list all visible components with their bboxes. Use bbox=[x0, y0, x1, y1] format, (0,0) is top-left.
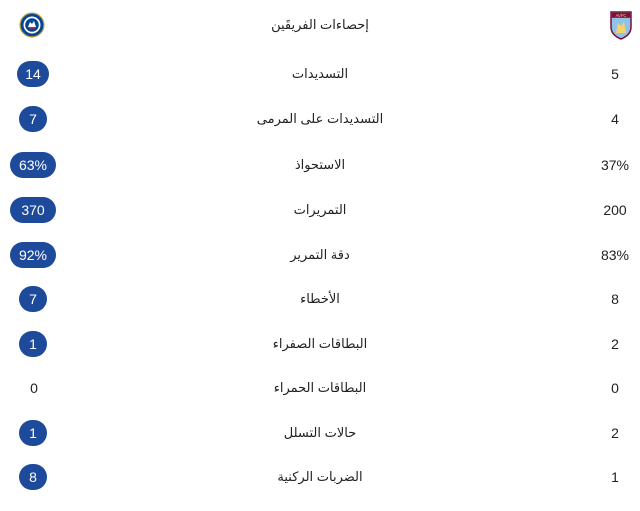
stat-row bbox=[0, 462, 640, 492]
home-stat-cell bbox=[0, 462, 64, 492]
stat-row bbox=[0, 59, 640, 89]
away-stat-value: 2 bbox=[611, 425, 619, 441]
away-stat-value: 5 bbox=[611, 66, 619, 82]
home-stat-pill: 8 bbox=[19, 464, 47, 490]
stat-row bbox=[0, 195, 640, 225]
stat-row bbox=[0, 373, 640, 403]
stat-row bbox=[0, 104, 640, 134]
stat-label: التسديدات على المرمى bbox=[256, 111, 384, 126]
stat-row bbox=[0, 329, 640, 359]
home-stat-cell bbox=[0, 195, 64, 225]
home-stat-pill: 92% bbox=[10, 242, 56, 268]
away-stat-value: 37% bbox=[600, 157, 630, 173]
svg-text:AVFC: AVFC bbox=[615, 13, 627, 18]
stat-label: الضربات الركنية bbox=[277, 469, 363, 484]
stats-title: إحصاءات الفريقَين bbox=[271, 17, 369, 32]
stat-row bbox=[0, 418, 640, 448]
stat-label: البطاقات الحمراء bbox=[273, 380, 367, 395]
stat-label: دقة التمرير bbox=[290, 247, 350, 262]
stat-row bbox=[0, 150, 640, 180]
stats-header bbox=[0, 0, 640, 50]
away-stat-value: 2 bbox=[611, 336, 619, 352]
stat-label: التسديدات bbox=[291, 66, 349, 81]
away-stat-value: 0 bbox=[611, 380, 619, 396]
home-stat-pill: 1 bbox=[19, 331, 47, 357]
home-stat-cell bbox=[0, 240, 64, 270]
stat-row bbox=[0, 240, 640, 270]
stat-label: الأخطاء bbox=[300, 291, 340, 306]
home-stat-cell bbox=[0, 284, 64, 314]
away-stat-value: 83% bbox=[600, 247, 630, 263]
stat-label: حالات التسلل bbox=[283, 425, 357, 440]
away-stat-value: 200 bbox=[603, 202, 627, 218]
home-stat-cell bbox=[0, 373, 64, 403]
stat-label: البطاقات الصفراء bbox=[272, 336, 368, 351]
home-stat-cell bbox=[0, 104, 64, 134]
away-stat-value: 8 bbox=[611, 291, 619, 307]
stat-label: التمريرات bbox=[293, 202, 347, 217]
home-stat-pill: 370 bbox=[10, 197, 56, 223]
stat-label: الاستحواذ bbox=[294, 157, 346, 172]
home-stat-cell bbox=[0, 59, 64, 89]
home-stat-cell bbox=[0, 150, 64, 180]
chelsea-crest-icon bbox=[19, 10, 45, 40]
away-stat-value: 1 bbox=[611, 469, 619, 485]
aston-villa-crest-icon bbox=[608, 10, 634, 40]
home-stat-cell bbox=[0, 329, 64, 359]
home-stat-cell bbox=[0, 418, 64, 448]
home-stat-pill: 14 bbox=[17, 61, 49, 87]
home-stat-pill: 7 bbox=[19, 106, 47, 132]
home-stat-value: 0 bbox=[30, 380, 38, 396]
home-stat-pill: 7 bbox=[19, 286, 47, 312]
stat-row bbox=[0, 284, 640, 314]
home-stat-pill: 1 bbox=[19, 420, 47, 446]
home-stat-pill: 63% bbox=[10, 152, 56, 178]
away-stat-value: 4 bbox=[611, 111, 619, 127]
